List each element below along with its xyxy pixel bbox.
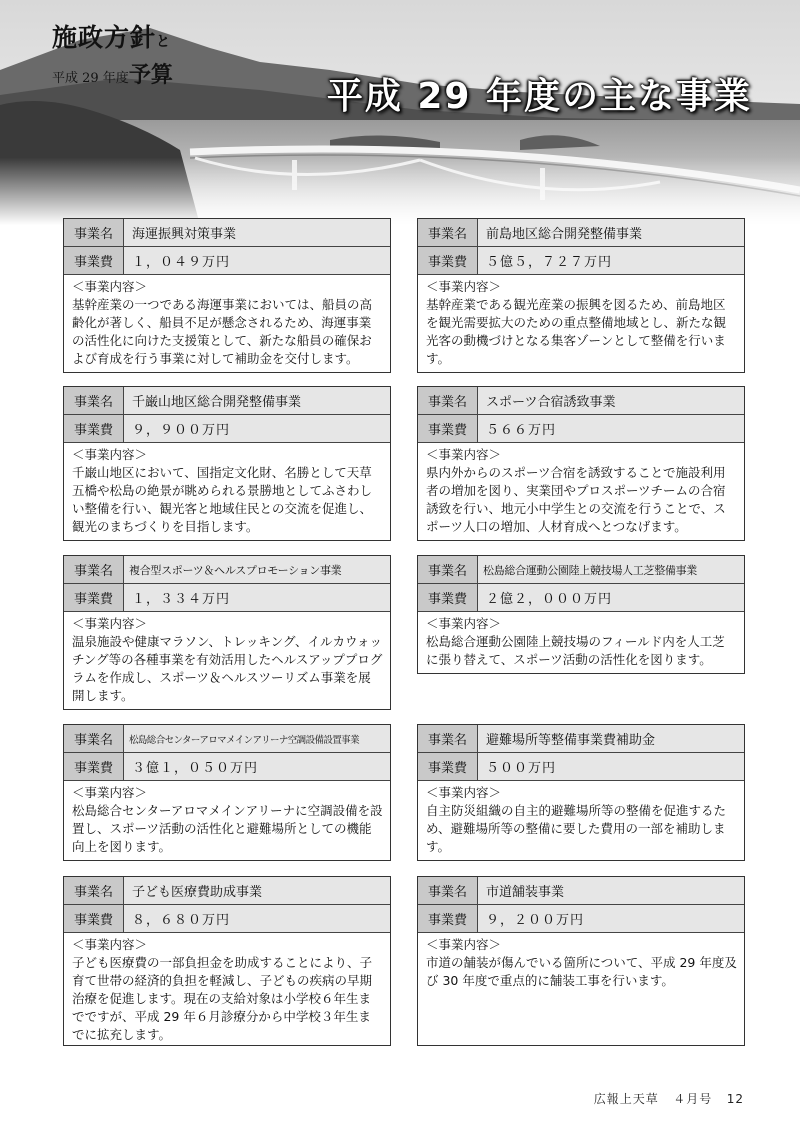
project-card (417, 386, 745, 541)
project-card (63, 386, 391, 541)
project-name: 前島地区総合開発整備事業 (478, 219, 744, 246)
project-cost-label: 事業費 (418, 753, 478, 780)
project-name-label: 事業名 (418, 877, 478, 904)
project-content-heading: ＜事業内容＞ (72, 447, 148, 462)
page-number: 12 (726, 1092, 744, 1106)
project-cost-label: 事業費 (64, 753, 124, 780)
page-title: 平成 29 年度の主な事業 (326, 76, 752, 117)
project-name: 松島総合センターアロマメインアリーナ空調設備設置事業 (124, 725, 390, 752)
project-cost-label: 事業費 (418, 584, 478, 611)
project-description: 松島総合運動公園陸上競技場のフィールド内を人工芝に張り替えて、スポーツ活動の活性化を図ります。 (426, 634, 725, 667)
project-name: 千巌山地区総合開発整備事業 (124, 387, 390, 414)
project-cost-label: 事業費 (64, 905, 124, 932)
project-content-heading: ＜事業内容＞ (72, 279, 148, 294)
project-cost: ８，６８０万円 (124, 905, 390, 932)
project-name-label: 事業名 (64, 219, 124, 246)
project-cost: ９，２００万円 (478, 905, 744, 932)
project-cost: ５６６万円 (478, 415, 744, 442)
project-content-heading: ＜事業内容＞ (426, 447, 502, 462)
series-title (52, 18, 173, 89)
project-cost: ２億２，０００万円 (478, 584, 744, 611)
project-content-heading: ＜事業内容＞ (426, 937, 502, 952)
project-description: 子ども医療費の一部負担金を助成することにより、子育て世帯の経済的負担を軽減し、子どもの疾病の早期治療を促進します。現在の支給対象は小学校６年生までですが、平成 29 年６月診療分から中学校３年生までに拡充します。 (72, 955, 373, 1042)
project-card (417, 218, 745, 373)
project-description: 千巌山地区において、国指定文化財、名勝として天草五橋や松島の絶景が眺められる景勝地としてふさわしい整備を行い、観光客と地域住民との交流を促進し、観光のまちづくりを目指します。 (72, 465, 373, 534)
series-line1-suffix: と (156, 34, 172, 50)
project-card (63, 876, 391, 1046)
project-cost: １，０４９万円 (124, 247, 390, 274)
project-cost-label: 事業費 (64, 415, 124, 442)
project-content-heading: ＜事業内容＞ (72, 937, 148, 952)
project-content-heading: ＜事業内容＞ (426, 279, 502, 294)
project-cost: ３億１，０５０万円 (124, 753, 390, 780)
project-name: 子ども医療費助成事業 (124, 877, 390, 904)
project-name: 市道舗装事業 (478, 877, 744, 904)
series-line2-main: 予算 (128, 62, 173, 88)
project-card (417, 724, 745, 861)
project-cost-label: 事業費 (418, 247, 478, 274)
project-cost: １，３３４万円 (124, 584, 390, 611)
issue-month: ４月号 (673, 1092, 713, 1106)
series-line2-prefix: 平成 29 年度 (52, 71, 129, 86)
page-footer (594, 1090, 744, 1107)
project-name: 複合型スポーツ＆ヘルスプロモーション事業 (124, 556, 390, 583)
project-name: 松島総合運動公園陸上競技場人工芝整備事業 (478, 556, 744, 583)
project-description: 基幹産業である観光産業の振興を図るため、前島地区を観光需要拡大のための重点整備地域とし、新たな観光客の動機づけとなる集客ゾーンとして整備を行います。 (426, 297, 727, 366)
project-name-label: 事業名 (64, 387, 124, 414)
project-name-label: 事業名 (418, 219, 478, 246)
project-description: 松島総合センターアロマメインアリーナに空調設備を設置し、スポーツ活動の活性化と避難場所としての機能向上を図ります。 (72, 803, 383, 854)
project-cost-label: 事業費 (64, 247, 124, 274)
project-card (417, 555, 745, 674)
project-name-label: 事業名 (64, 725, 124, 752)
project-name-label: 事業名 (418, 556, 478, 583)
project-name-label: 事業名 (418, 725, 478, 752)
project-cost-label: 事業費 (418, 415, 478, 442)
project-description: 基幹産業の一つである海運事業においては、船員の高齢化が著しく、船員不足が懸念されるため、海運事業の活性化に向けた支援策として、新たな船員の確保および育成を行う事業に対して補助金を交付します。 (72, 297, 373, 366)
project-description: 温泉施設や健康マラソン、トレッキング、イルカウォッチング等の各種事業を有効活用したヘルスアッププログラムを作成し、スポーツ＆ヘルスツーリズム事業を展開します。 (72, 634, 383, 703)
project-cost: ９，９００万円 (124, 415, 390, 442)
project-content-heading: ＜事業内容＞ (426, 616, 502, 631)
project-cost: ５００万円 (478, 753, 744, 780)
header-photo (0, 0, 800, 225)
project-name-label: 事業名 (64, 877, 124, 904)
project-description: 県内外からのスポーツ合宿を誘致することで施設利用者の増加を図り、実業団やプロスポーツチームの合宿誘致を行い、地元小中学生との交流を行うことで、スポーツ人口の増加、人材育成へとつなげます。 (426, 465, 726, 534)
series-line1-main: 施政方針 (52, 23, 157, 52)
project-name-label: 事業名 (64, 556, 124, 583)
project-card (63, 724, 391, 861)
project-description: 自主防災組織の自主的避難場所等の整備を促進するため、避難場所等の整備に要した費用の一部を補助します。 (426, 803, 727, 854)
project-cost-label: 事業費 (418, 905, 478, 932)
project-description: 市道の舗装が傷んでいる箇所について、平成 29 年度及び 30 年度で重点的に舗装工事を行います。 (426, 955, 737, 988)
project-cost: ５億５，７２７万円 (478, 247, 744, 274)
project-name: 海運振興対策事業 (124, 219, 390, 246)
project-content-heading: ＜事業内容＞ (426, 785, 502, 800)
project-content-heading: ＜事業内容＞ (72, 785, 148, 800)
project-cost-label: 事業費 (64, 584, 124, 611)
project-card (63, 218, 391, 373)
project-content-heading: ＜事業内容＞ (72, 616, 148, 631)
publication-name: 広報上天草 (593, 1092, 659, 1106)
project-name-label: 事業名 (418, 387, 478, 414)
project-card (417, 876, 745, 1046)
project-card (63, 555, 391, 710)
project-name: スポーツ合宿誘致事業 (478, 387, 744, 414)
project-name: 避難場所等整備事業費補助金 (478, 725, 744, 752)
